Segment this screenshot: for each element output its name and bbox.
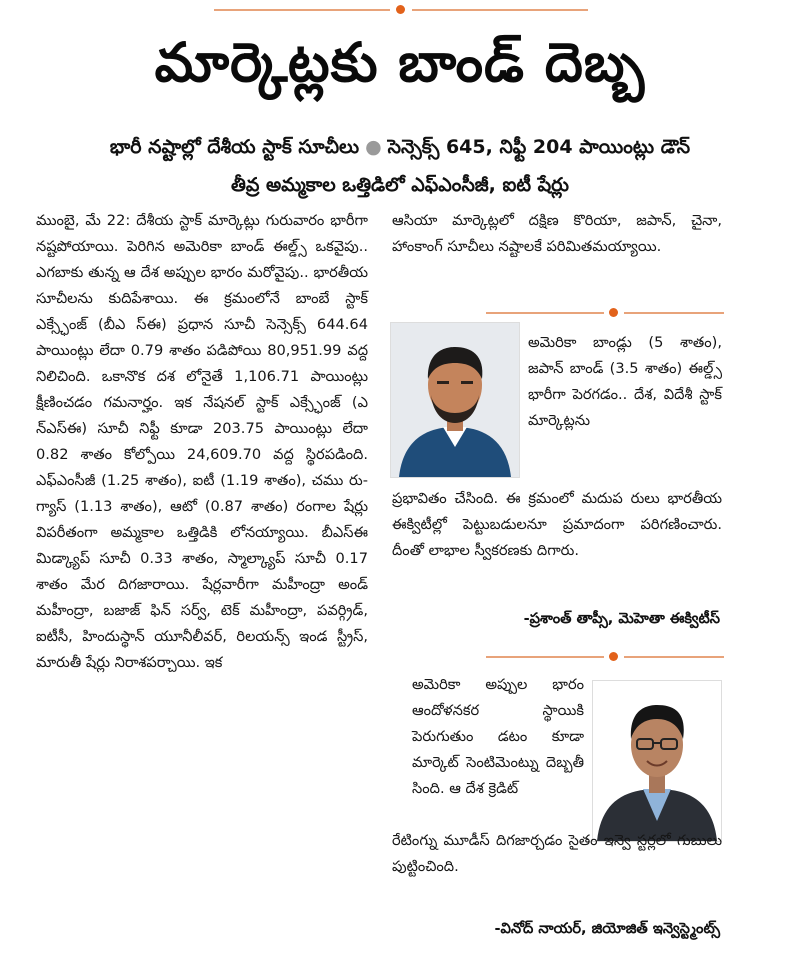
quote-1-part-b: ప్రభావితం చేసింది. ఈ క్రమంలో మదుప రులు భారతీయ ఈక్విటీల్లో పెట్టుబడులనూ ప్రమాదంగా పరిగణించారు. దీంతో లాభాల స్వీకరణకు దిగారు. (392, 490, 722, 559)
quote-2-part-a: అమెరికా అప్పుల భారం ఆందోళనకర స్థాయికి పెరుగుతుం డటం కూడా మార్కెట్ సెంటిమెంట్ను దెబ్బతీ సింది. ఆ దేశ క్రెడిట్ (412, 676, 584, 797)
person-photo-icon (391, 323, 519, 477)
quote1-divider-left (486, 312, 604, 314)
analyst-photo-2 (592, 680, 722, 842)
article-body-left (36, 208, 368, 676)
analyst-photo-1 (390, 322, 520, 478)
quote2-divider-dot (609, 652, 618, 661)
quote2-divider-right (624, 656, 724, 658)
subhead-line-2: తీవ్ర అమ్మకాల ఒత్తిడిలో ఎఫ్ఎంసీజీ, ఐటీ షేర్లు (231, 174, 569, 196)
quote2-divider-left (486, 656, 604, 658)
person-photo-icon (593, 681, 721, 841)
top-divider-right (412, 9, 588, 11)
subhead-line-1 (0, 134, 800, 160)
quote-1-part-a: అమెరికా బాండ్లు (5 శాతం), జపాన్ బాండ్ (3.5 శాతం) ఈల్డ్స్ భారీగా పెరగడం.. దేశ, విదేశీ స్టాక్ మార్కెట్లను (528, 334, 722, 429)
body-paragraph: ముంబై, మే 22: దేశీయ స్టాక్ మార్కెట్లు గురువారం భారీగా నష్టపోయాయి. పెరిగిన అమెరికా బాండ్ ఈల్డ్స్ ఒకవైపు.. ఎగబాకు తున్న ఆ దేశ అప్పుల భారం మరోవైపు.. భారతీయ సూచీలను కుదిపేశాయి. ఈ క్రమంలోనే బాంబే స్టాక్ ఎక్స్ఛేంజ్ (బీఎ స్ఈ) ప్రధాన సూచీ సెన్సెక్స్ 644.64 పాయింట్లు లేదా 0.79 శాతం పడిపోయి 80,951.99 వద్ద నిలిచింది. ఒకానొక దశ లోనైతే 1,106.71 పాయింట్లు క్షీణించడం గమనార్హం. ఇక నేషనల్ స్టాక్ ఎక్స్ఛేంజ్ (ఎ న్ఎస్ఈ) సూచీ నిఫ్టీ కూడా 203.75 పాయింట్లు లేదా 0.82 శాతం కోల్పోయి 24,609.70 వద్ద స్థిరపడింది. ఎఫ్ఎంసీజీ (1.25 శాతం), ఐటీ (1.19 శాతం), చము రు-గ్యాస్ (1.13 శాతం), ఆటో (0.87 శాతం) రంగాల షేర్లు విపరీతంగా అమ్మకాల ఒత్తిడికి లోనయ్యాయి. బీఎస్ఈ మిడ్క్యాప్ సూచీ 0.33 శాతం, స్మాల్క్యాప్ సూచీ 0.17 శాతం మేర దిగజారాయి. షేర్లవారీగా మహీంద్రా అండ్ మహీంద్రా, బజాజ్ ఫిన్ సర్వ్, టెక్ మహీంద్రా, పవర్గ్రిడ్, ఐటీసీ, హిందుస్థాన్ యూనీలీవర్, రిలయన్స్ ఇండ స్ట్రీస్, మారుతీ షేర్లు నిరాశపర్చాయి. ఇక (36, 212, 368, 671)
subhead-part-b: సెన్సెక్స్ 645, నిఫ్టీ 204 పాయింట్లు డౌన్ (387, 136, 691, 158)
quote1-divider-dot (609, 308, 618, 317)
article-body-right (392, 208, 722, 260)
quote-2-part-b: రేటింగ్ను మూడీస్ దిగజార్చడం సైతం ఇన్వె స్టర్లలో గుబులు పుట్టించింది. (392, 832, 722, 875)
top-divider-dot (396, 5, 405, 14)
bullet-icon: ● (365, 136, 382, 158)
body-paragraph-right: ఆసియా మార్కెట్లలో దక్షిణ కొరియా, జపాన్, చైనా, హాంకాంగ్ సూచీలు నష్టాలకే పరిమితమయ్యాయి. (392, 212, 722, 255)
quote-2-text-wide (392, 828, 722, 880)
top-divider-left (214, 9, 390, 11)
quote-1-author: -ప్రశాంత్ తాప్సీ, మెహెతా ఈక్విటీస్ (523, 610, 720, 627)
headline: మార్కెట్లకు బాండ్ దెబ్బ (154, 31, 646, 94)
quote-2-author: -వినోద్ నాయర్, జియోజిత్ ఇన్వెస్ట్మెంట్స్ (494, 920, 720, 937)
subhead-part-a: భారీ నష్టాల్లో దేశీయ స్టాక్ సూచీలు (109, 136, 360, 158)
quote-1-text-narrow (528, 330, 722, 434)
quote1-divider-right (624, 312, 724, 314)
quote-2-text-narrow (412, 672, 584, 802)
quote-1-text-wide (392, 486, 722, 564)
